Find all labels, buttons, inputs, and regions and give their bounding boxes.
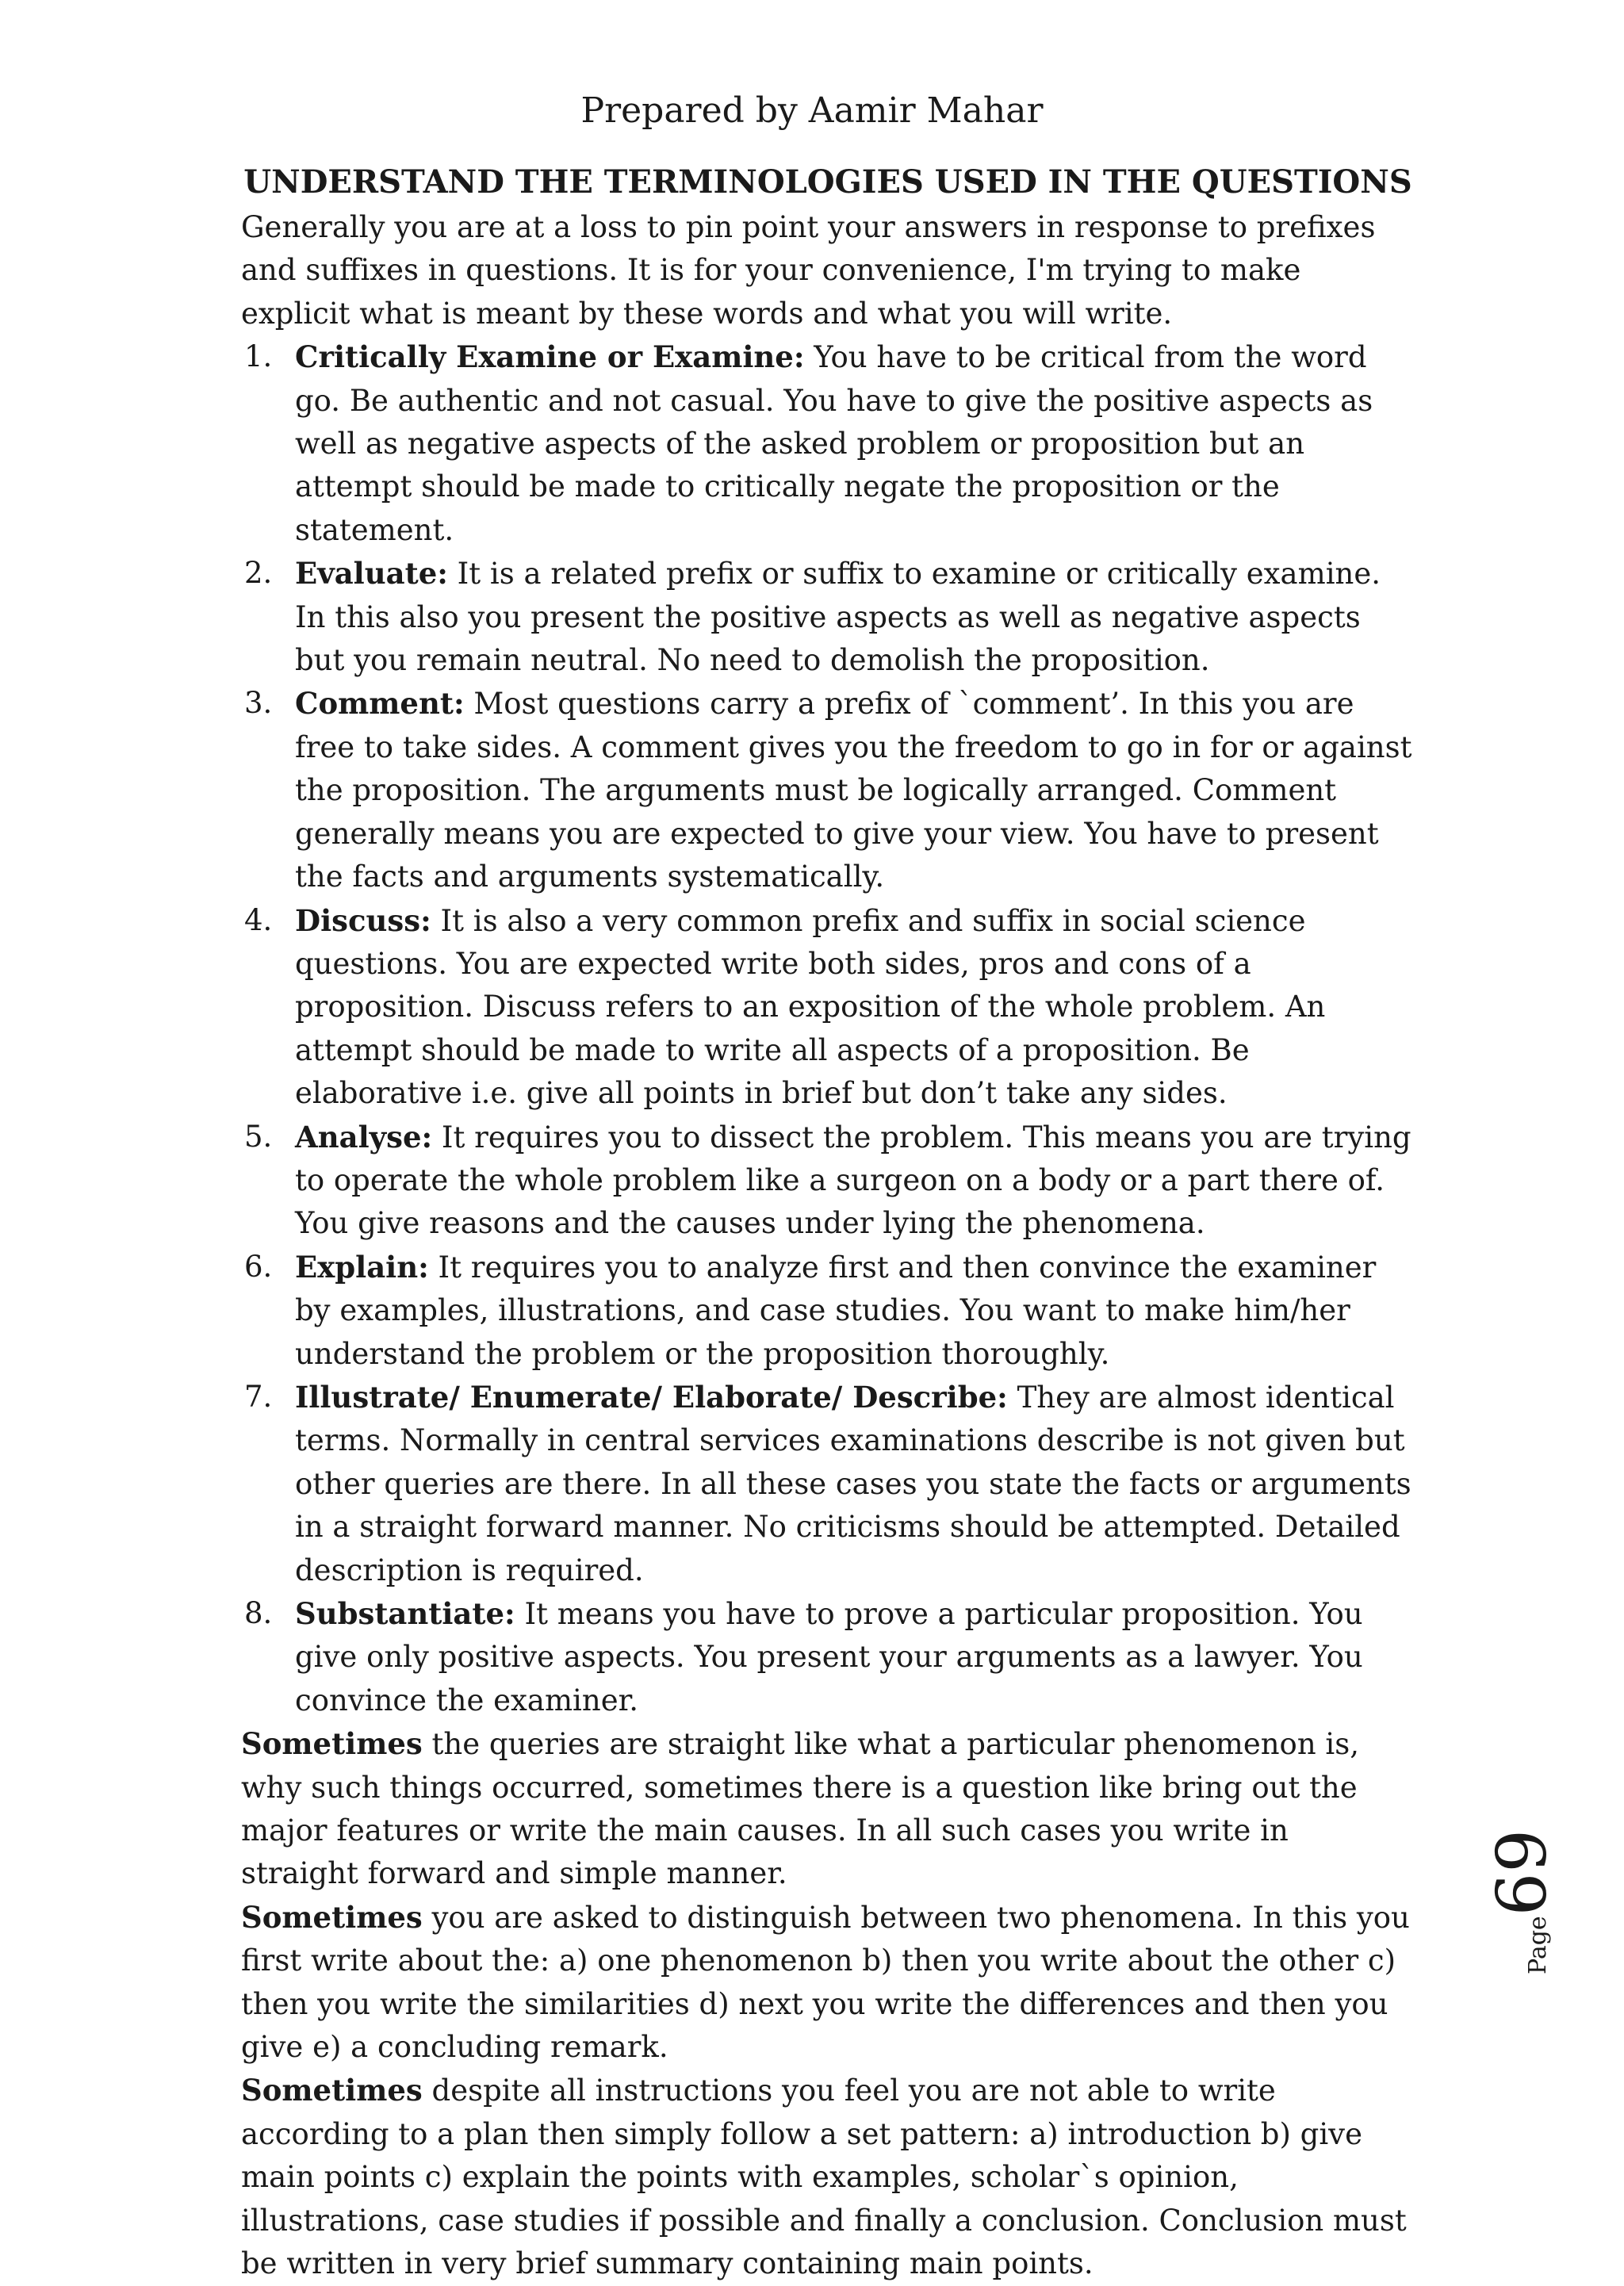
closing-text: despite all instructions you feel you are not able to write according to a plan then simply follow a set pattern: a) introduction b) give main points c) explain the points with examples, scholar`s opinion, illustrations, case studies if possible and finally a conclusion. Conclusion must be written in very brief summary containing main points. xyxy=(241,2073,1407,2281)
item-term: Analyse: xyxy=(295,1119,433,1154)
item-term: Explain: xyxy=(295,1249,429,1285)
list-item xyxy=(241,1116,1415,1246)
item-number: 2. xyxy=(244,556,273,591)
closing-lead: Sometimes xyxy=(241,2073,423,2108)
item-text: You have to be critical from the word go. Be authentic and not casual. You have to give the positive aspects as well as negative aspects of the asked problem or proposition but an attempt should be made to critically negate the proposition or the statement. xyxy=(295,340,1373,547)
item-text: It is also a very common prefix and suffix in social science questions. You are expected write both sides, pros and cons of a proposition. Discuss refers to an exposition of the whole problem. An attempt should be made to write all aspects of a proposition. Be elaborative i.e. give all points in brief but don’t take any sides. xyxy=(295,903,1326,1111)
item-text: It is a related prefix or suffix to examine or critically examine. In this also you present the positive aspects as well as negative aspects but you remain neutral. No need to demolish the proposition. xyxy=(295,557,1381,678)
list-item xyxy=(241,682,1415,898)
closing-text: you are asked to distinguish between two phenomena. In this you first write about the: a) one phenomenon b) then you write about the other c) then you write the similarities d) next you write the differences and then you give e) a concluding remark. xyxy=(241,1900,1410,2065)
item-term: Discuss: xyxy=(295,902,431,938)
item-term: Illustrate/ Enumerate/ Elaborate/ Describe: xyxy=(295,1379,1008,1415)
item-number: 4. xyxy=(244,902,273,937)
intro-paragraph: Generally you are at a loss to pin point your answers in response to prefixes and suffixes in questions. It is for your convenience, I'm trying to make explicit what is meant by these words and what you will write. xyxy=(241,210,1376,331)
item-term: Substantiate: xyxy=(295,1596,515,1631)
list-item xyxy=(241,1246,1415,1376)
closing-lead: Sometimes xyxy=(241,1726,423,1762)
item-term: Critically Examine or Examine: xyxy=(295,339,805,375)
item-text: It means you have to prove a particular proposition. You give only positive aspects. You present your arguments as a lawyer. You convince the examiner. xyxy=(295,1597,1363,1717)
item-number: 7. xyxy=(244,1379,273,1414)
page-label: Page xyxy=(1524,1916,1552,1974)
list-item xyxy=(241,899,1415,1116)
page-number-marker xyxy=(1483,1829,1562,1974)
closing-paragraph xyxy=(241,1722,1415,1896)
item-number: 3. xyxy=(244,686,273,721)
terminology-list xyxy=(241,335,1415,1722)
page-title: UNDERSTAND THE TERMINOLOGIES USED IN THE QUESTIONS xyxy=(243,163,1412,201)
page-number: 69 xyxy=(1483,1828,1562,1916)
item-number: 5. xyxy=(244,1119,273,1154)
list-item xyxy=(241,335,1415,552)
page-content xyxy=(241,159,1415,2286)
item-text: They are almost identical terms. Normally in central services examinations describe is not given but other queries are there. In all these cases you state the facts or arguments in a straight forward manner. No criticisms should be attempted. Detailed description is required. xyxy=(295,1380,1411,1587)
author-line: Prepared by Aamir Mahar xyxy=(580,90,1044,131)
item-term: Evaluate: xyxy=(295,556,448,592)
item-text: It requires you to analyze first and then convince the examiner by examples, illustrations, and case studies. You want to make him/her understand the problem or the proposition thoroughly. xyxy=(295,1250,1377,1371)
item-number: 1. xyxy=(244,339,273,374)
closing-text: the queries are straight like what a particular phenomenon is, why such things occurred, sometimes there is a question like bring out the major features or write the main causes. In all such cases you write in straight forward and simple manner. xyxy=(241,1727,1360,1891)
list-item xyxy=(241,1592,1415,1722)
item-text: Most questions carry a prefix of `comment’. In this you are free to take sides. A comment gives you the freedom to go in for or against the proposition. The arguments must be logically arranged. Comment generally means you are expected to give your view. You have to present the facts and arguments systematically. xyxy=(295,687,1412,894)
item-number: 6. xyxy=(244,1249,273,1284)
item-term: Comment: xyxy=(295,686,465,722)
closing-paragraph xyxy=(241,2069,1415,2285)
item-text: It requires you to dissect the problem. This means you are trying to operate the whole problem like a surgeon on a body or a part there of. You give reasons and the causes under lying the phenomena. xyxy=(295,1120,1411,1241)
list-item xyxy=(241,1376,1415,1592)
closing-lead: Sometimes xyxy=(241,1899,423,1935)
closing-paragraph xyxy=(241,1896,1415,2070)
list-item xyxy=(241,552,1415,682)
item-number: 8. xyxy=(244,1596,273,1630)
